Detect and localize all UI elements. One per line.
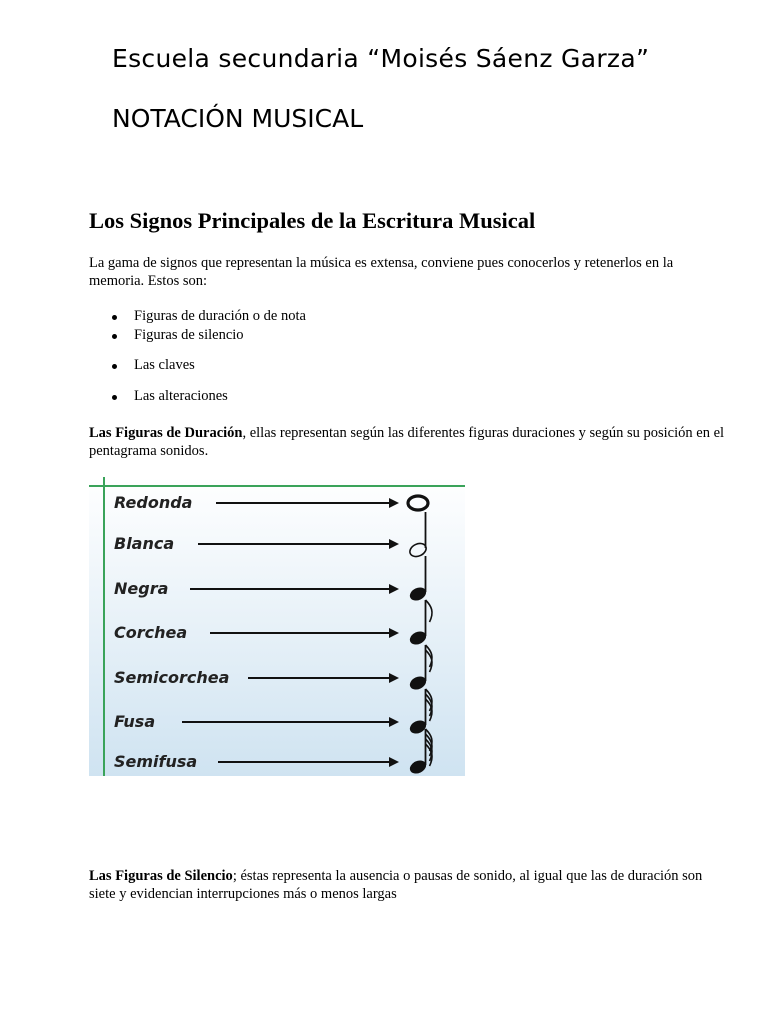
note-durations-figure xyxy=(89,477,465,776)
duration-term: Las Figuras de Duración xyxy=(89,425,243,441)
note-durations-diagram xyxy=(89,477,465,776)
silence-term: Las Figuras de Silencio xyxy=(89,868,233,884)
note-label: Semicorchea xyxy=(114,668,230,687)
duration-paragraph xyxy=(89,424,729,460)
list-item-label: Figuras de silencio xyxy=(134,327,244,343)
bullet-icon xyxy=(112,395,117,400)
note-label: Blanca xyxy=(114,534,175,553)
note-label: Fusa xyxy=(114,712,156,731)
silence-paragraph xyxy=(89,867,729,903)
bullet-icon xyxy=(112,315,117,320)
list-item-label: Las alteraciones xyxy=(134,388,228,404)
note-label: Corchea xyxy=(114,623,188,642)
note-label: Semifusa xyxy=(114,752,198,771)
silence-description: ; éstas representa la ausencia o pausas de sonido, al igual que las de duración son siete y evidencian interrupciones más o menos largas xyxy=(89,868,703,902)
list-item-label: Figuras de duración o de nota xyxy=(134,308,306,324)
document-subject: NOTACIÓN MUSICAL xyxy=(112,104,364,133)
section-heading: Los Signos Principales de la Escritura Musical xyxy=(89,208,536,233)
intro-paragraph: La gama de signos que representan la música es extensa, conviene pues conocerlos y retenerlos en la memoria. Estos son: xyxy=(89,255,674,289)
note-label: Redonda xyxy=(114,493,193,512)
bullet-icon xyxy=(112,364,117,369)
duration-description: , ellas representan según las diferentes figuras duraciones y según su posición en el pentagrama sonidos. xyxy=(89,425,725,459)
note-label: Negra xyxy=(114,579,169,598)
school-name: Escuela secundaria “Moisés Sáenz Garza” xyxy=(112,44,650,73)
bullet-icon xyxy=(112,334,117,339)
list-item-label: Las claves xyxy=(134,357,195,373)
